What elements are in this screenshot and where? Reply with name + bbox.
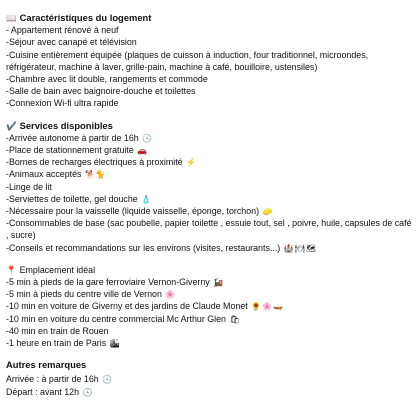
- service-item: -Bornes de recharges électriques à proximité ⚡: [6, 157, 197, 168]
- dish-icon: 🍽: [294, 243, 305, 253]
- service-item: -Linge de lit: [6, 181, 52, 192]
- clock-icon: 🕓: [102, 375, 113, 385]
- sponge-icon: 🧽: [262, 207, 273, 217]
- service-item: -Conseils et recommandations sur les environs (visites, restaurants...) 🏰🍽🗺: [6, 242, 316, 253]
- logement-item: -Chambre avec lit double, rangements et commode: [6, 74, 208, 85]
- open-book-icon: 📖: [6, 13, 17, 23]
- shopping-bags-icon: 🛍: [229, 314, 240, 324]
- location-item: -1 heure en train de Paris 🏙: [6, 338, 120, 349]
- logement-item: - Appartement rénové à neuf: [6, 25, 119, 36]
- dog-icon: 🐕: [84, 170, 95, 180]
- service-item: -Animaux acceptés 🐕🐈: [6, 169, 106, 180]
- boat-icon: 🛶: [273, 302, 284, 312]
- location-item: -40 min en train de Rouen: [6, 325, 109, 336]
- remark-item: Arrivée : à partir de 16h 🕓: [6, 374, 113, 385]
- section-gap: [6, 254, 414, 264]
- logement-item: -Séjour avec canapé et télévision: [6, 37, 137, 48]
- service-item: -Consommables de base (sac poubelle, papier toilette , essuie tout, sel , poivre, huile, capsules de café , sucre): [6, 218, 412, 241]
- remarks-heading: Autres remarques: [6, 359, 87, 371]
- location-heading: Emplacement idéal: [19, 264, 96, 275]
- soap-bottle-icon: 🧴: [141, 194, 152, 204]
- car-icon: 🚗: [137, 146, 148, 156]
- service-item: -Nécessaire pour la vaisselle (liquide vaisselle, éponge, torchon) 🧽: [6, 206, 273, 217]
- flower-icon: 🌸: [165, 290, 176, 300]
- logement-item: -Connexion Wi-fi ultra rapide: [6, 98, 119, 109]
- section-gap: [6, 349, 414, 359]
- service-item: -Serviettes de toilette, gel douche 🧴: [6, 193, 152, 204]
- service-item: -Place de stationnement gratuite 🚗: [6, 145, 148, 156]
- logement-heading: Caractéristiques du logement: [19, 12, 152, 23]
- pin-icon: 📍: [6, 264, 17, 275]
- sunflower-icon: 🌻: [251, 302, 262, 312]
- location-item: -5 min à pieds de la gare ferroviaire Vernon-Giverny 🚂: [6, 277, 224, 288]
- lightning-icon: ⚡: [186, 158, 197, 168]
- location-heading-line: [6, 264, 414, 276]
- city-icon: 🏙: [109, 339, 120, 349]
- logement-heading-line: [6, 12, 414, 24]
- clock-icon: 🕓: [82, 387, 93, 397]
- service-item: -Arrivée autonome à partir de 16h 🕓: [6, 132, 153, 143]
- castle-icon: 🏰: [283, 243, 294, 253]
- location-item: -10 min en voiture du centre commercial Mc Arthur Glen 🛍: [6, 313, 240, 324]
- services-heading: Services disponibles: [19, 119, 113, 131]
- location-item: -5 min à pieds du centre ville de Vernon 🌸: [6, 289, 176, 300]
- check-mark-icon: ✔️: [6, 120, 17, 131]
- location-item: -10 min en voiture de Giverny et des jardins de Claude Monet 🌻🌸🛶: [6, 301, 284, 312]
- flower-icon: 🌸: [262, 302, 273, 312]
- services-heading-line: [6, 120, 414, 132]
- clock-icon: 🕓: [142, 133, 153, 143]
- cat-icon: 🐈: [95, 170, 106, 180]
- section-gap: [6, 110, 414, 120]
- remark-item: Départ : avant 12h 🕓: [6, 386, 93, 397]
- map-icon: 🗺: [305, 243, 316, 253]
- logement-item: -Cuisine entièrement équipée (plaques de cuisson à induction, four traditionnel, microondes, réfrigérateur, machine à laver, grille-pain, machine à café, bouilloire, ustensiles): [6, 49, 369, 72]
- train-icon: 🚂: [213, 278, 224, 288]
- logement-item: -Salle de bain avec baignoire-douche et toilettes: [6, 86, 196, 97]
